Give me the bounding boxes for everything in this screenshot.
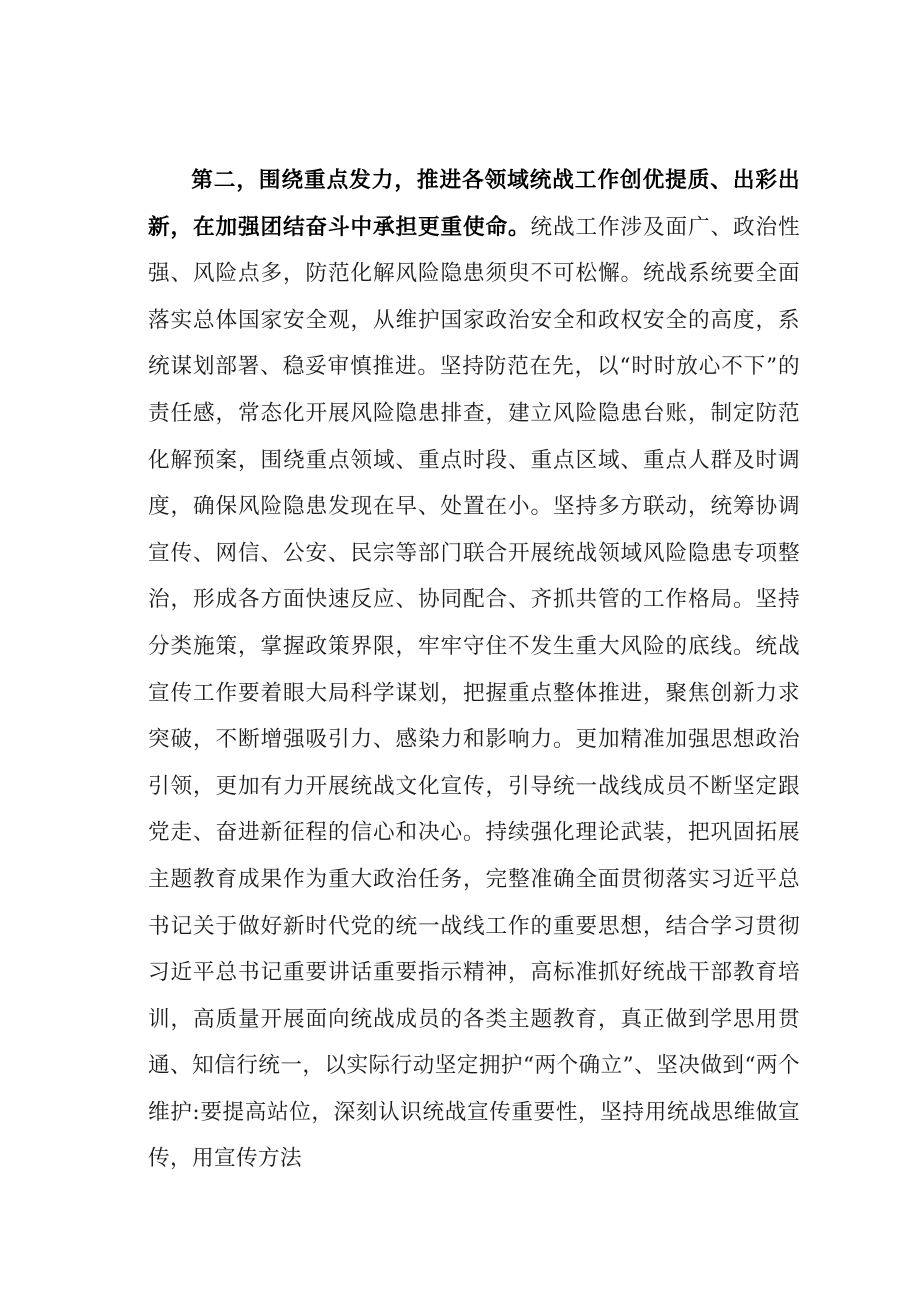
paragraph-body-text: 统战工作涉及面广、政治性强、风险点多，防范化解风险隐患须臾不可松懈。统战系统要全面落实总体国家安全观，从维护国家政治安全和政权安全的高度，系统谋划部署、稳妥审慎推进。坚持防范在先，以“时时放心不下”的责任感，常态化开展风险隐患排查，建立风险隐患台账，制定防范化解预案，围绕重点领域、重点时段、重点区域、重点人群及时调度，确保风险隐患发现在早、处置在小。坚持多方联动，统筹协调宣传、网信、公安、民宗等部门联合开展统战领域风险隐患专项整治，形成各方面快速反应、协同配合、齐抓共管的工作格局。坚持分类施策，掌握政策界限，牢牢守住不发生重大风险的底线。统战宣传工作要着眼大局科学谋划，把握重点整体推进，聚焦创新力求突破，不断增强吸引力、感染力和影响力。更加精准加强思想政治引领，更加有力开展统战文化宣传，引导统一战线成员不断坚定跟党走、奋进新征程的信心和决心。持续强化理论武装，把巩固拓展主题教育成果作为重大政治任务，完整准确全面贯彻落实习近平总书记关于做好新时代党的统一战线工作的重要思想，结合学习贯彻习近平总书记重要讲话重要指示精神，高标准抓好统战干部教育培训，高质量开展面向统战成员的各类主题教育，真正做到学思用贯通、知信行统一，以实际行动坚定拥护“两个确立”、坚决做到“两个维护:要提高站位，深刻认识统战宣传重要性，坚持用统战思维做宣传，用宣传方法	[148, 214, 800, 1172]
body-paragraph	[148, 158, 800, 1183]
lead-sentence: 第二，围绕重点发力，推进各领域统战工作创优提质、出彩出新，在加强团结奋斗中承担更重使命。	[148, 168, 800, 240]
